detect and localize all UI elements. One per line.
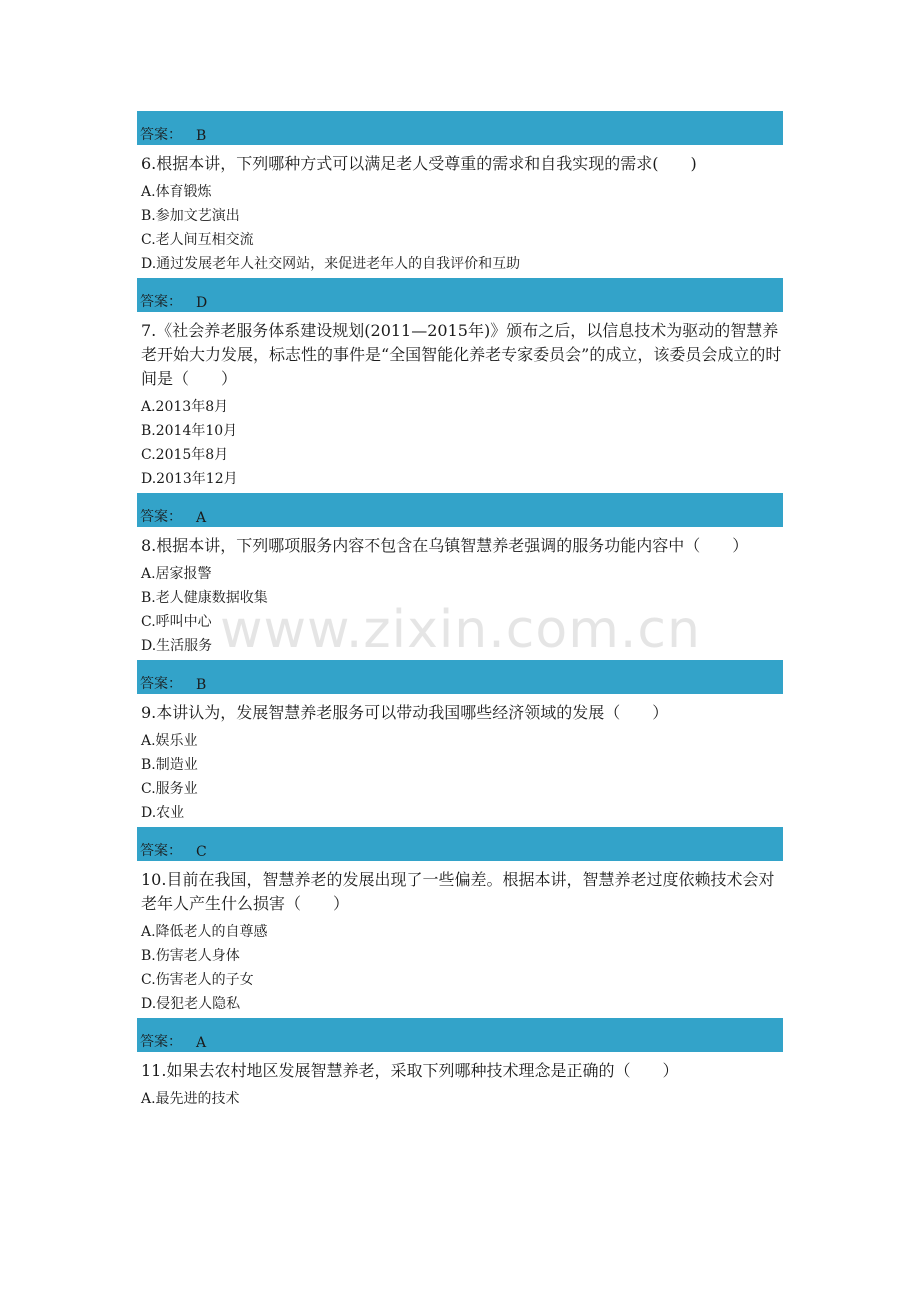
answer-value: A <box>196 510 207 526</box>
answer-bar <box>137 827 783 861</box>
answer-label: 答案： <box>140 676 182 692</box>
answer-label: 答案： <box>140 1034 182 1050</box>
option-item: D.侵犯老人隐私 <box>141 996 241 1012</box>
option-item: A.降低老人的自尊感 <box>141 924 268 940</box>
option-item: B.伤害老人身体 <box>141 948 240 964</box>
option-item: C.伤害老人的子女 <box>141 972 254 988</box>
answer-bar <box>137 493 783 527</box>
option-item: B.制造业 <box>141 757 198 773</box>
question-text: 6.根据本讲，下列哪种方式可以满足老人受尊重的需求和自我实现的需求( ) <box>141 154 697 173</box>
answer-value: D <box>196 295 208 311</box>
option-item: B.老人健康数据收集 <box>141 590 268 606</box>
question-text: 7.《社会养老服务体系建设规划(2011—2015年)》颁布之后，以信息技术为驱动的智慧养老开始大力发展，标志性的事件是“全国智能化养老专家委员会”的成立，该委员会成立的时间是（ ） <box>141 321 782 388</box>
option-item: A.体育锻炼 <box>141 184 212 200</box>
answer-bar <box>137 660 783 694</box>
option-item: C.服务业 <box>141 781 198 797</box>
option-list <box>137 1087 783 1111</box>
option-list <box>137 180 783 276</box>
answer-value: C <box>196 844 207 860</box>
option-item: A.2013年8月 <box>141 399 229 415</box>
answer-label: 答案： <box>140 509 182 525</box>
option-item: D.2013年12月 <box>141 471 238 487</box>
option-list <box>137 562 783 658</box>
document-page <box>137 111 783 1113</box>
option-item: D.通过发展老年人社交网站，来促进老年人的自我评价和互助 <box>141 256 521 272</box>
question-text: 8.根据本讲，下列哪项服务内容不包含在乌镇智慧养老强调的服务功能内容中（ ） <box>141 536 749 555</box>
option-item: C.老人间互相交流 <box>141 232 254 248</box>
option-item: D.农业 <box>141 805 185 821</box>
answer-value: A <box>196 1035 207 1051</box>
option-item: C.2015年8月 <box>141 447 229 463</box>
option-item: C.呼叫中心 <box>141 614 212 630</box>
answer-value: B <box>196 677 207 693</box>
watermark: www.zixin.com.cn <box>220 600 701 660</box>
option-item: A.娱乐业 <box>141 733 198 749</box>
answer-bar <box>137 1018 783 1052</box>
option-item: A.最先进的技术 <box>141 1091 240 1107</box>
answer-label: 答案： <box>140 127 182 143</box>
option-item: B.2014年10月 <box>141 423 238 439</box>
option-list <box>137 920 783 1016</box>
option-item: A.居家报警 <box>141 566 212 582</box>
question-text: 11.如果去农村地区发展智慧养老，采取下列哪种技术理念是正确的（ ） <box>141 1061 679 1080</box>
answer-label: 答案： <box>140 294 182 310</box>
option-list <box>137 729 783 825</box>
option-list <box>137 395 783 491</box>
answer-bar <box>137 111 783 145</box>
question-text: 10.目前在我国，智慧养老的发展出现了一些偏差。根据本讲，智慧养老过度依赖技术会对老年人产生什么损害（ ） <box>141 870 775 913</box>
option-item: D.生活服务 <box>141 638 213 654</box>
question-text: 9.本讲认为，发展智慧养老服务可以带动我国哪些经济领域的发展（ ） <box>141 703 669 722</box>
answer-value: B <box>196 128 207 144</box>
option-item: B.参加文艺演出 <box>141 208 240 224</box>
answer-bar <box>137 278 783 312</box>
answer-label: 答案： <box>140 843 182 859</box>
